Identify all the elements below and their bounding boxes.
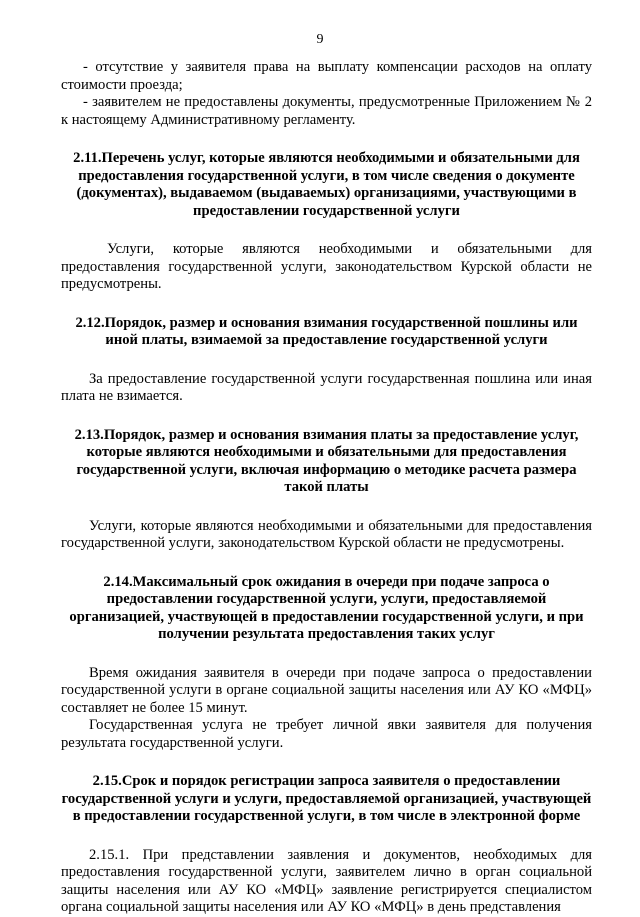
heading-2-11: 2.11.Перечень услуг, которые являются необходимыми и обязательными для предоставления государственной услуги, в том числе сведения о документе (документах), выдаваемом (выдаваемых) организациями, участвующими в предоставлении государственной услуги [73, 150, 580, 219]
heading-2-13: 2.13.Порядок, размер и основания взимания платы за предоставление услуг, которые являются необходимыми и обязательными для предоставления государственной услуги, включая информацию о методике расчета размера такой платы [74, 426, 579, 495]
paragraph-2-15-1: 2.15.1. При представлении заявления и документов, необходимых для предоставления государственной услуги, заявителем лично в орган социальной защиты населения или АУ КО «МФЦ» заявление регистрируется специалистом органа социальной защиты населения или АУ КО «МФЦ» в день представления [61, 846, 592, 915]
paragraph-2-14-no-personal-visit: Государственная услуга не требует личной явки заявителя для получения результата государственной услуги. [61, 717, 592, 751]
paragraph-no-documents: - заявителем не предоставлены документы, предусмотренные Приложением № 2 к настоящему Административному регламенту. [61, 94, 592, 128]
heading-2-12: 2.12.Порядок, размер и основания взимания государственной пошлины или иной платы, взимаемой за предоставление государственной услуги [75, 314, 578, 348]
heading-2-15: 2.15.Срок и порядок регистрации запроса заявителя о предоставлении государственной услуги и услуги, предоставляемой организацией, участвующей в предоставлении государственной услуги, в том числе в электронной форме [61, 773, 592, 824]
paragraph-2-13: Услуги, которые являются необходимыми и обязательными для предоставления государственной услуги, законодательством Курской области не предусмотрены. [61, 517, 592, 551]
heading-2-14: 2.14.Максимальный срок ожидания в очереди при подаче запроса о предоставлении государственной услуги, услуги, предоставляемой организацией, участвующей в предоставлении государственной услуги, и при получении результата предоставления таких услуг [69, 573, 584, 642]
paragraph-no-compensation: - отсутствие у заявителя права на выплату компенсации расходов на оплату стоимости проезда; [61, 59, 592, 93]
document-body [61, 59, 592, 917]
paragraph-2-11: Услуги, которые являются необходимыми и обязательными для предоставления государственной услуги, законодательством Курской области не предусмотрены. [61, 241, 592, 292]
page-number: 9 [316, 32, 324, 47]
paragraph-2-14-waiting-time: Время ожидания заявителя в очереди при подаче запроса о предоставлении государственной услуги в органе социальной защиты населения или АУ КО «МФЦ» составляет не более 15 минут. [61, 664, 592, 716]
paragraph-2-12: За предоставление государственной услуги государственная пошлина или иная плата не взимается. [61, 370, 592, 404]
